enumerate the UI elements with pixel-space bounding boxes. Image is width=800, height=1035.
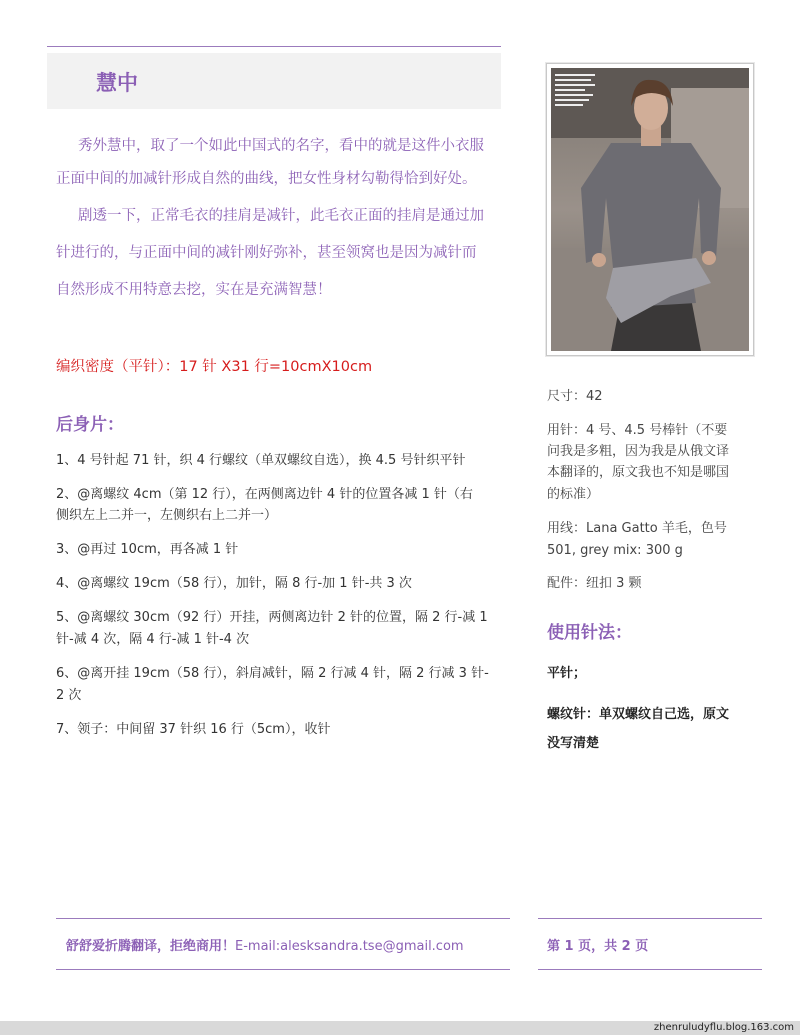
footer-right-bottom-rule	[538, 969, 762, 970]
yarn-info-line-1: 用线：Lana Gatto 羊毛，色号	[547, 521, 727, 536]
page-title: 慧中	[96, 71, 138, 95]
intro-line-2: 正面中间的加减针形成自然的曲线，把女性身材勾勒得恰到好处。	[56, 171, 477, 187]
title-top-rule	[47, 46, 501, 47]
step-2-line-1: 2、@离螺纹 4cm（第 12 行），在两侧离边针 4 针的位置各减 1 针（右	[56, 487, 473, 502]
needle-info-line-2: 问我是多粗，因为我是从俄文译	[547, 444, 730, 459]
intro-line-1: 秀外慧中，取了一个如此中国式的名字，看中的就是这件小衣服	[78, 138, 484, 154]
intro-line-3: 剧透一下，正常毛衣的挂肩是减针，此毛衣正面的挂肩是通过加	[78, 208, 484, 224]
stitch-2-line-2: 没写清楚	[547, 736, 600, 751]
back-piece-heading: 后身片：	[56, 415, 124, 435]
stitch-1: 平针；	[547, 666, 587, 681]
step-5-line-1: 5、@离螺纹 30cm（92 行）开挂，两侧离边针 2 针的位置，隔 2 行-减 1	[56, 610, 488, 625]
step-1: 1、4 号针起 71 针，织 4 行螺纹（单双螺纹自选），换 4.5 号针织平针	[56, 453, 466, 468]
step-6-line-1: 6、@离开挂 19cm（58 行），斜肩减针，隔 2 行减 4 针，隔 2 行减 3 针-	[56, 666, 489, 681]
blog-watermark: zhenruludyflu.blog.163.com	[653, 1022, 794, 1033]
step-5-line-2: 针-减 4 次，隔 4 行-减 1 针-4 次	[56, 632, 250, 647]
footer-credit-text: 舒舒爱折腾翻译，拒绝商用！	[66, 939, 236, 954]
footer-left-bottom-rule	[56, 969, 510, 970]
stitch-heading: 使用针法：	[547, 623, 632, 643]
knit-density: 编织密度（平针）：17 针 X31 行=10cmX10cm	[56, 359, 373, 375]
intro-line-5: 自然形成不用特意去挖，实在是充满智慧！	[56, 282, 332, 298]
intro-line-4: 针进行的，与正面中间的减针刚好弥补，甚至领窝也是因为减针而	[56, 245, 477, 261]
step-2-line-2: 侧织左上二并一，左侧织右上二并一）	[56, 508, 278, 523]
footer-right-top-rule	[538, 918, 762, 919]
needle-info-line-1: 用针：4 号、4.5 号棒针（不要	[547, 423, 728, 438]
size-info: 尺寸：42	[547, 389, 603, 404]
step-4: 4、@离螺纹 19cm（58 行），加针，隔 8 行-加 1 针-共 3 次	[56, 576, 412, 591]
sweater-photo-frame	[546, 63, 754, 356]
accessories-info: 配件：纽扣 3 颗	[547, 576, 642, 591]
stitch-2-line-1: 螺纹针：单双螺纹自己选，原文	[547, 707, 730, 722]
sweater-photo	[551, 68, 749, 351]
yarn-info-line-2: 501, grey mix: 300 g	[547, 543, 683, 558]
step-6-line-2: 2 次	[56, 688, 82, 703]
needle-info-line-3: 本翻译的，原文我也不知是哪国	[547, 465, 730, 480]
needle-info-line-4: 的标准）	[547, 487, 600, 502]
footer-left-top-rule	[56, 918, 510, 919]
step-7: 7、领子：中间留 37 针织 16 行（5cm），收针	[56, 722, 331, 737]
step-3: 3、@再过 10cm，再各减 1 针	[56, 542, 239, 557]
footer-email: E-mail:alesksandra.tse@gmail.com	[235, 939, 464, 954]
footer-credit	[66, 935, 464, 954]
page-number: 第 1 页，共 2 页	[547, 939, 649, 954]
